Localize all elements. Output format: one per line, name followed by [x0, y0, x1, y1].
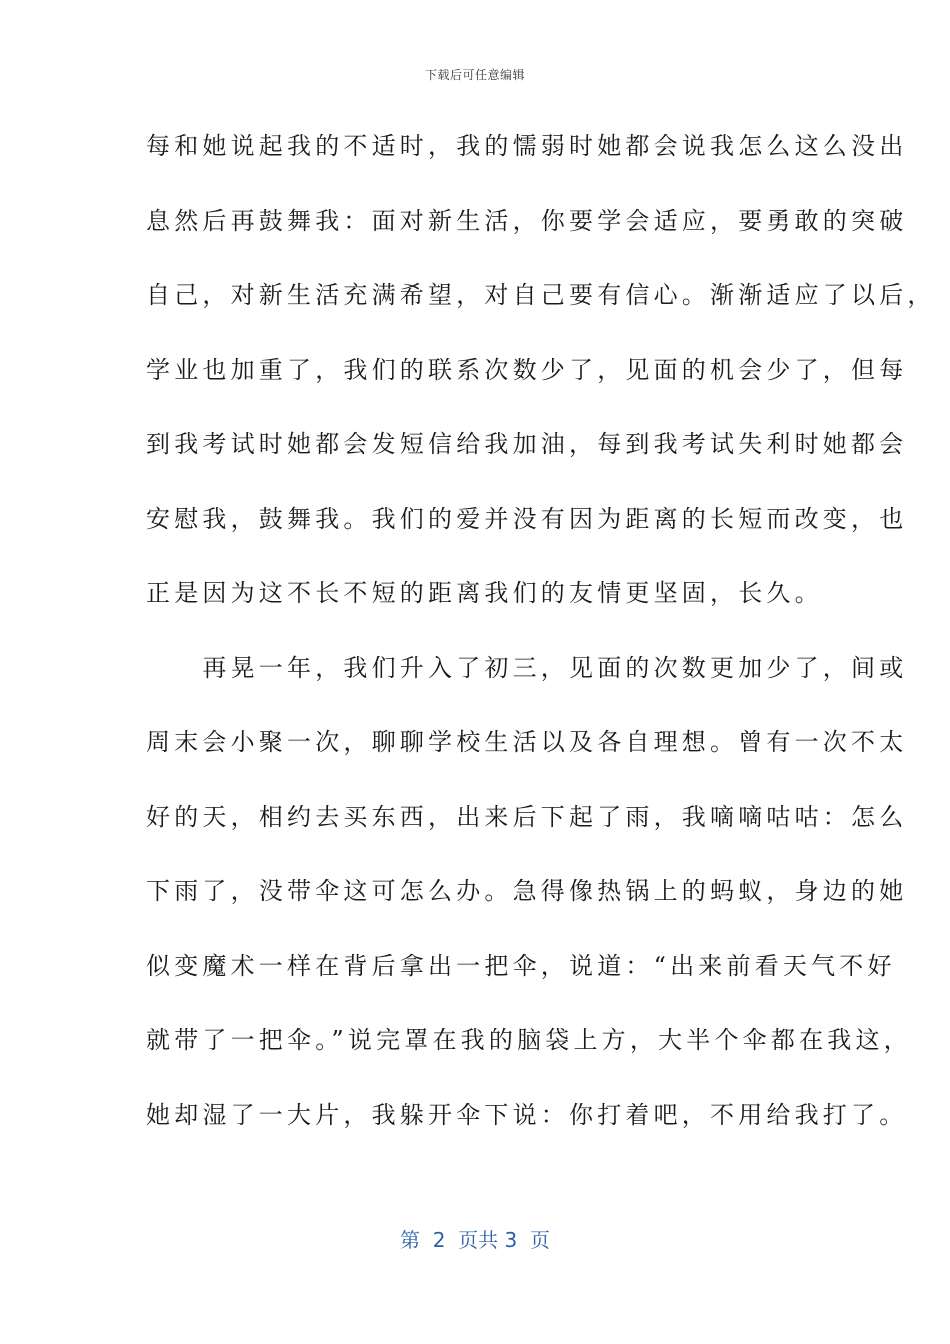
page-number-footer: 第 2 页共 3 页: [400, 1228, 550, 1252]
page-header: 下载后可任意编辑: [424, 68, 525, 82]
text-line: 息然后再鼓舞我：面对新生活，你要学会适应，要勇敢的突破: [146, 206, 908, 235]
text-line: 她却湿了一大片，我躲开伞下说：你打着吧，不用给我打了。: [146, 1100, 908, 1129]
text-line: 每和她说起我的不适时，我的懦弱时她都会说我怎么这么没出: [146, 132, 908, 160]
text-line: 就带了一把伞。”说完罩在我的脑袋上方，大半个伞都在我这，: [146, 1026, 912, 1054]
text-line: 再晃一年，我们升入了初三，见面的次数更加少了，间或: [146, 653, 908, 682]
text-line: 自己，对新生活充满希望，对自己要有信心。渐渐适应了以后，: [146, 281, 936, 309]
text-line: 安慰我，鼓舞我。我们的爱并没有因为距离的长短而改变，也: [146, 504, 908, 533]
text-line: 正是因为这不长不短的距离我们的友情更坚固，长久。: [146, 579, 823, 607]
body-text: [146, 124, 936, 1167]
text-line: 下雨了，没带伞这可怎么办。急得像热锅上的蚂蚁，身边的她: [146, 877, 908, 905]
text-line: 好的天，相约去买东西，出来后下起了雨，我嘀嘀咕咕：怎么: [146, 802, 908, 831]
text-line: 似变魔术一样在背后拿出一把伞，说道：“出来前看天气不好: [146, 951, 896, 980]
text-line: 周末会小聚一次，聊聊学校生活以及各自理想。曾有一次不太: [146, 728, 908, 756]
text-line: 学业也加重了，我们的联系次数少了，见面的机会少了，但每: [146, 355, 908, 384]
text-line: 到我考试时她都会发短信给我加油，每到我考试失利时她都会: [146, 430, 908, 458]
